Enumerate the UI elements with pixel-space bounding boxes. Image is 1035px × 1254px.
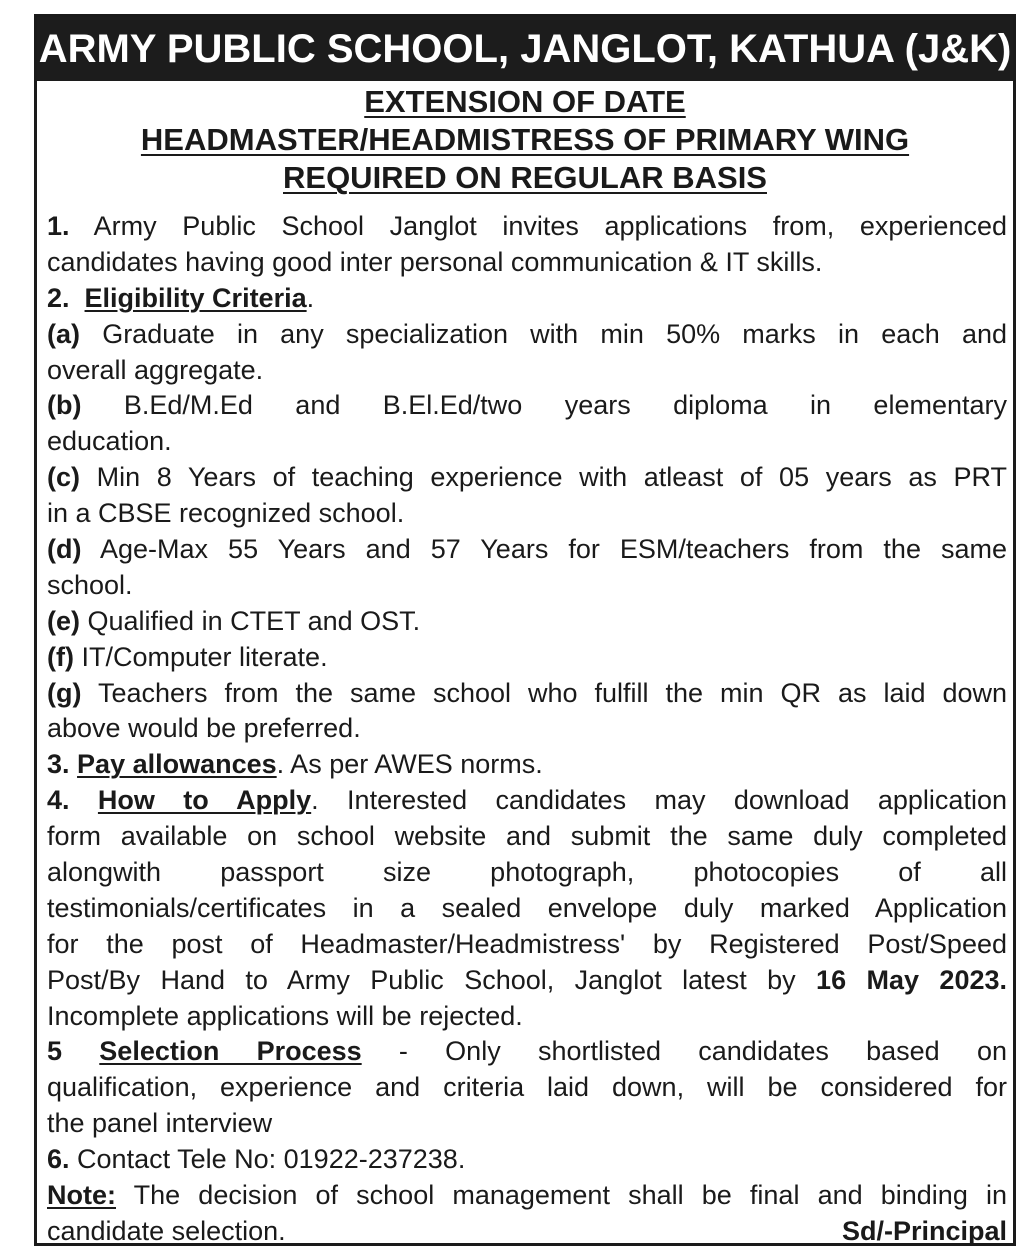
criterion-text: B.Ed/M.Ed and B.El.Ed/two years diploma in elementary [81,390,1007,421]
criterion-b [47,388,1007,424]
para-5-line: qualification, experience and criteria laid down, will be considered for [47,1072,1007,1103]
heading-basis: REQUIRED ON REGULAR BASIS [283,160,767,195]
para-text: Army Public School Janglot invites applications from, experienced [69,211,1007,241]
notice-body [47,209,1007,1250]
para-6 [47,1142,1007,1178]
para-number: 2. [47,282,70,313]
para-4-line [47,963,1007,999]
para-number: 3. [47,749,70,780]
criterion-b-cont: education. [47,426,172,457]
selection-text: - Only shortlisted candidates based on [361,1036,1007,1067]
heading-extension: EXTENSION OF DATE [364,84,686,119]
para-4-line: form available on school website and submit the same duly completed [47,821,1007,852]
criterion-text: Graduate in any specialization with min 50% marks in each and [80,318,1007,349]
criterion-f [47,640,1007,676]
notice-headings [37,83,1013,197]
pay-title: Pay allowances [77,749,277,780]
criterion-text: Qualified in CTET and OST. [80,605,421,636]
para-number: 5 [47,1036,63,1067]
para-5-line: the panel interview [47,1108,273,1139]
criterion-label: (b) [47,390,82,421]
para-number: 4. [47,785,70,816]
note-line [47,1178,1007,1214]
criterion-label: (c) [47,462,80,493]
criterion-text: Age-Max 55 Years and 57 Years for ESM/teachers from the same [81,534,1007,565]
para-number: 1. [47,211,70,241]
criterion-e [47,604,1007,640]
para-1-line: candidates having good inter personal communication & IT skills. [47,246,823,277]
criterion-text: Teachers from the same school who fulfill the min QR as laid down [81,677,1007,708]
apply-title: How to Apply [97,785,312,816]
criterion-text: Min 8 Years of teaching experience with atleast of 05 years as PRT [80,462,1007,493]
school-banner: ARMY PUBLIC SCHOOL, JANGLOT, KATHUA (J&K) [37,17,1013,81]
para-number: 6. [47,1144,70,1175]
para-3 [47,747,1007,783]
eligibility-title: Eligibility Criteria [84,282,307,313]
heading-post: HEADMASTER/HEADMISTRESS OF PRIMARY WING [140,122,910,157]
selection-title: Selection Process [99,1036,362,1067]
criterion-c-cont: in a CBSE recognized school. [47,498,405,529]
apply-text: Post/By Hand to Army Public School, Janglot latest by [47,964,817,995]
last-date: 16 May 2023. [816,964,1007,995]
criterion-label: (a) [47,318,80,349]
note-text: The decision of school management shall be final and binding in [116,1180,1007,1211]
punct: . [306,282,315,313]
criterion-a [47,317,1007,353]
para-4-line: testimonials/certificates in a sealed envelope duly marked Application [47,892,1007,923]
para-1-line [47,209,1007,245]
criterion-c [47,460,1007,496]
signature: Sd/-Principal [841,1215,1007,1246]
criterion-label: (e) [47,605,80,636]
criterion-text: IT/Computer literate. [73,641,328,672]
para-4-line: for the post of Headmaster/Headmistress' by Registered Post/Speed [47,928,1007,959]
para-2-heading [47,281,1007,317]
criterion-g-cont: above would be preferred. [47,713,361,744]
criterion-a-cont: overall aggregate. [47,354,264,385]
criterion-label: (d) [47,534,82,565]
note-label: Note: [47,1180,116,1211]
apply-text: . Interested candidates may download application [311,785,1007,816]
criterion-d-cont: school. [47,569,133,600]
criterion-g [47,676,1007,712]
para-4-line: alongwith passport size photograph, photocopies of all [47,857,1007,888]
para-4-line [47,783,1007,819]
note-text: candidate selection. [47,1215,286,1246]
note-line [47,1214,1007,1250]
contact-text: Contact Tele No: 01922-237238. [69,1144,466,1175]
pay-text: . As per AWES norms. [276,749,543,780]
para-5-line [47,1034,1007,1070]
para-4-line: Incomplete applications will be rejected. [47,1000,523,1031]
criterion-label: (g) [47,677,82,708]
criterion-label: (f) [47,641,74,672]
criterion-d [47,532,1007,568]
notice-frame [34,14,1016,1246]
